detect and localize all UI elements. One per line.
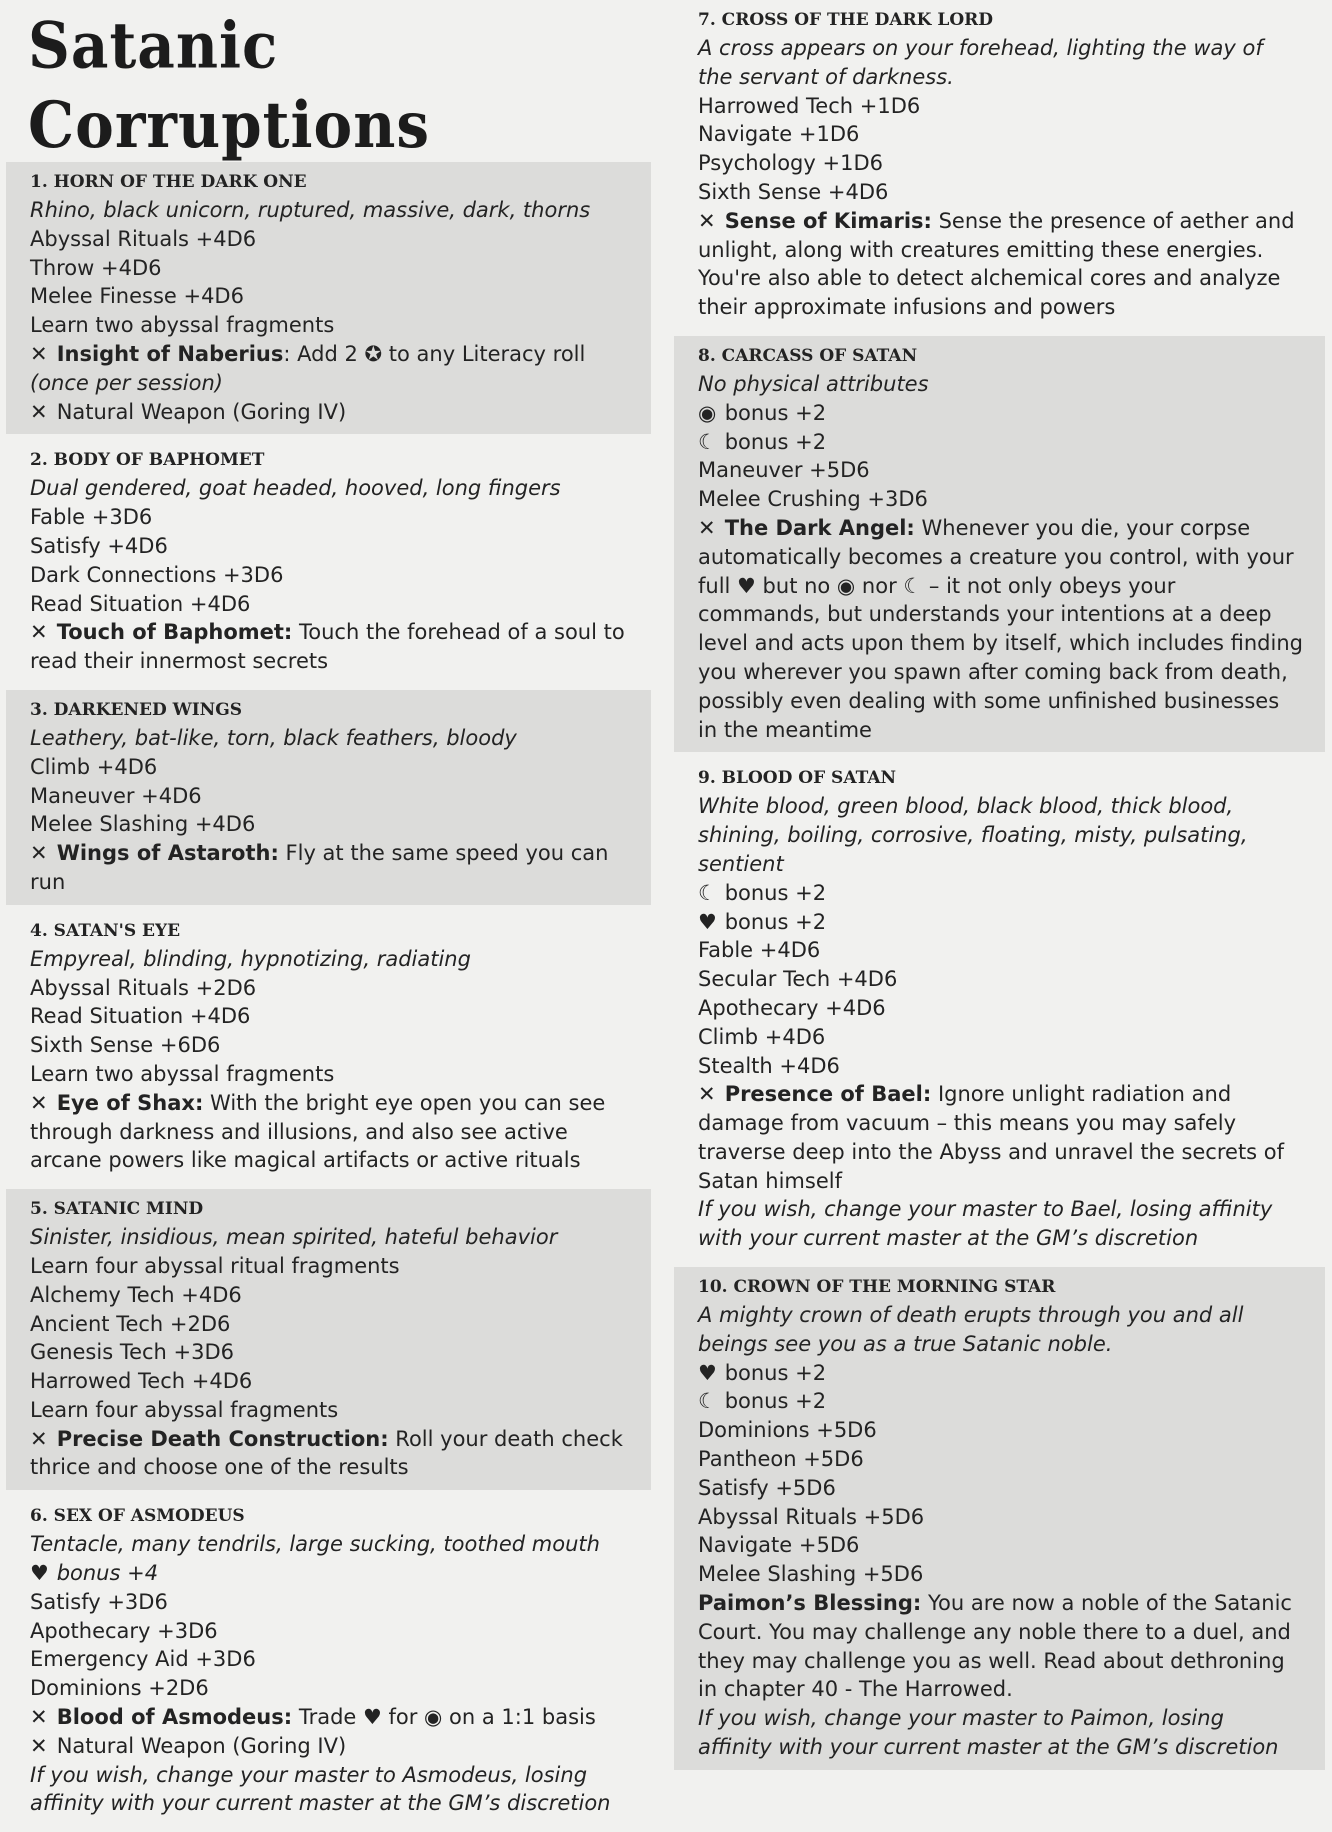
entry-text: Ancient Tech +2D6	[30, 1311, 231, 1336]
entry-line	[698, 92, 1303, 121]
entry-line	[698, 1503, 1303, 1532]
entry-line	[698, 1445, 1303, 1474]
corruption-section	[674, 758, 1325, 1261]
corruption-section	[674, 0, 1325, 330]
entry-line	[698, 994, 1303, 1023]
corruption-section	[6, 911, 651, 1183]
entry-line	[698, 149, 1303, 178]
entry-text: Learn two abyssal fragments	[30, 313, 335, 338]
entry-text: Learn four abyssal fragments	[30, 1397, 339, 1422]
eye-icon: ◉	[698, 400, 717, 425]
entry-text: Fable +4D6	[698, 938, 821, 963]
entry-line	[698, 1359, 1303, 1388]
entry-text: Psychology +1D6	[698, 151, 883, 176]
section-heading: 7. CROSS OF THE DARK LORD	[698, 10, 994, 30]
entry-text: Maneuver +5D6	[698, 458, 870, 483]
entry-line	[30, 1338, 629, 1367]
entry-line	[30, 753, 629, 782]
entry-text: Learn four abyssal ritual fragments	[30, 1253, 400, 1278]
crossed-swords-icon: ✕	[30, 841, 48, 866]
crossed-swords-icon: ✕	[698, 515, 716, 540]
entry-text: Navigate +5D6	[698, 1533, 860, 1558]
entry-text: Melee Finesse +4D6	[30, 284, 244, 309]
entry-text: Alchemy Tech +4D6	[30, 1282, 242, 1307]
entry-note: (once per session)	[30, 370, 223, 395]
entry-text: Read Situation +4D6	[30, 591, 251, 616]
entry-text: Touch the forehead of a soul to read their innermost secrets	[30, 620, 625, 674]
entry-line	[30, 340, 629, 398]
ability-name: Eye of Shax:	[56, 1090, 204, 1115]
entry-line	[30, 782, 629, 811]
right-column	[674, 0, 1325, 1776]
section-heading: 8. CARCASS OF SATAN	[698, 345, 918, 366]
page-title: Satanic Corruptions	[28, 8, 431, 163]
entry-text: Satisfy +3D6	[30, 1589, 168, 1614]
entry-line	[698, 428, 1303, 457]
entry-line	[30, 590, 629, 619]
corruption-section	[6, 440, 651, 684]
entry-text: Harrowed Tech +1D6	[698, 93, 921, 118]
entry-text: Navigate +1D6	[698, 122, 860, 147]
entry-text: White blood, green blood, black blood, thick blood, shining, boiling, corrosive, floating, misty, pulsating, sentient	[698, 794, 1248, 876]
entry-line	[698, 1195, 1303, 1253]
entry-text: Throw +4D6	[30, 255, 162, 280]
crossed-swords-icon: ✕	[698, 1082, 716, 1107]
entry-text: If you wish, change your master to Asmodeus, losing affinity with your current master at the GM’s discretion	[30, 1762, 611, 1816]
entry-text: Sinister, insidious, mean spirited, hateful behavior	[30, 1225, 558, 1250]
entry-text: Sixth Sense +6D6	[30, 1033, 221, 1058]
entry-text: Abyssal Rituals +5D6	[698, 1504, 925, 1529]
entry-line	[30, 1252, 629, 1281]
ability-name: Presence of Bael:	[724, 1082, 932, 1107]
entry-line	[30, 810, 629, 839]
entry-text: Dominions +5D6	[698, 1418, 877, 1443]
entry-text: Learn two abyssal fragments	[30, 1061, 335, 1086]
ability-name: Insight of Naberius	[56, 341, 284, 366]
entry-text: bonus +2	[724, 1360, 827, 1385]
section-heading: 1. HORN OF THE DARK ONE	[30, 172, 307, 192]
crossed-swords-icon: ✕	[698, 208, 716, 233]
entry-text: Abyssal Rituals +2D6	[30, 975, 257, 1000]
ability-name: The Dark Angel:	[724, 515, 915, 540]
entry-text: Melee Slashing +5D6	[698, 1562, 924, 1587]
section-heading: 4. SATAN'S EYE	[30, 920, 181, 941]
entry-text: Sixth Sense +4D6	[698, 179, 889, 204]
ability-name: Sense of Kimaris:	[724, 208, 932, 233]
entry-text: Natural Weapon (Goring IV)	[56, 1733, 347, 1758]
corruption-section	[6, 1189, 651, 1490]
entry-text: bonus +2	[724, 1389, 827, 1414]
ability-name: Precise Death Construction:	[56, 1426, 389, 1451]
entry-text: Climb +4D6	[698, 1024, 826, 1049]
entry-line	[30, 1367, 629, 1396]
entry-line	[698, 1474, 1303, 1503]
entry-text: Leathery, bat-like, torn, black feathers, bloody	[30, 725, 517, 750]
section-heading: 10. CROWN OF THE MORNING STAR	[698, 1277, 1056, 1298]
entry-line	[698, 879, 1303, 908]
right-sections	[674, 0, 1325, 1770]
entry-text: A mighty crown of death erupts through you and all beings see you as a true Satanic noble.	[698, 1303, 1244, 1356]
entry-line	[30, 945, 629, 974]
entry-text: Whenever you die, your corpse automatically becomes a creature you control, with your full ♥ but no ◉ nor ☾ – it not only obeys your commands, but understands your intentions at a deep level and acts upon them by itself, which includes finding you wherever you spawn after coming back from death, possibly even dealing with some unfinished businesses in the meantime	[698, 515, 1303, 742]
entry-line	[698, 34, 1303, 92]
moon-icon: ☾	[698, 429, 717, 454]
entry-line	[30, 1761, 629, 1819]
crossed-swords-icon: ✕	[30, 1705, 48, 1730]
moon-icon: ☾	[698, 1389, 717, 1414]
entry-text: Satisfy +5D6	[698, 1475, 836, 1500]
entry-line	[30, 1089, 629, 1175]
entry-line	[30, 1645, 629, 1674]
entry-line	[698, 178, 1303, 207]
entry-text: Secular Tech +4D6	[698, 967, 898, 992]
entry-text: Melee Crushing +3D6	[698, 487, 928, 512]
entry-line	[698, 792, 1303, 878]
entry-text: Rhino, black unicorn, ruptured, massive, dark, thorns	[30, 198, 591, 222]
entry-text: Stealth +4D6	[698, 1053, 840, 1078]
ability-name: Wings of Astaroth:	[56, 841, 279, 866]
entry-text: bonus +2	[724, 909, 827, 934]
entry-line	[698, 908, 1303, 937]
entry-text: bonus +2	[724, 880, 827, 905]
entry-text: Roll your death check thrice and choose one of the results	[30, 1426, 623, 1480]
entry-line	[698, 207, 1303, 322]
section-heading: 3. DARKENED WINGS	[30, 699, 242, 720]
moon-icon: ☾	[698, 880, 717, 905]
entry-line	[698, 1416, 1303, 1445]
entry-text: Read Situation +4D6	[30, 1004, 251, 1029]
entry-line	[30, 1703, 629, 1732]
crossed-swords-icon: ✕	[30, 620, 48, 645]
entry-line	[698, 1023, 1303, 1052]
entry-text: Emergency Aid +3D6	[30, 1647, 256, 1672]
entry-line	[698, 485, 1303, 514]
entry-text: Sense the presence of aether and unlight, along with creatures emitting these energies. You're also able to detect alchemical cores and analyze their approximate infusions and powers	[698, 208, 1295, 320]
corruption-section	[674, 336, 1325, 752]
crossed-swords-icon: ✕	[30, 341, 48, 366]
entry-line	[698, 1704, 1303, 1762]
entry-text: Apothecary +4D6	[698, 995, 886, 1020]
corruption-section	[6, 162, 651, 434]
entry-line	[30, 1530, 629, 1559]
entry-text: Tentacle, many tendrils, large sucking, toothed mouth	[30, 1532, 600, 1557]
entry-line	[30, 974, 629, 1003]
entry-text: Apothecary +3D6	[30, 1618, 218, 1643]
entry-text: Climb +4D6	[30, 754, 158, 779]
entry-line	[698, 1301, 1303, 1359]
heart-icon: ♥	[698, 909, 717, 934]
entry-line	[30, 1396, 629, 1425]
entry-line	[30, 724, 629, 753]
entry-line	[698, 120, 1303, 149]
entry-text: bonus +2	[724, 400, 827, 425]
crossed-swords-icon: ✕	[30, 1426, 48, 1451]
entry-text: No physical attributes	[698, 371, 929, 396]
entry-line	[698, 936, 1303, 965]
entry-line	[30, 1281, 629, 1310]
ability-name: Touch of Baphomet:	[56, 620, 293, 645]
entry-text: You are now a noble of the Satanic Court. You may challenge any noble there to a duel, and they may challenge you as well. Read about dethroning in chapter 40 - The Harrowed.	[698, 1591, 1292, 1702]
entry-line	[698, 514, 1303, 744]
entry-text: Empyreal, blinding, hypnotizing, radiating	[30, 946, 471, 971]
entry-text: : Add 2 ✪ to any Literacy roll	[283, 341, 586, 366]
entry-line	[698, 1080, 1303, 1195]
entry-line	[30, 474, 629, 503]
entry-text: bonus +2	[724, 429, 827, 454]
entry-line	[30, 1732, 629, 1761]
entry-line	[698, 1531, 1303, 1560]
entry-text: Pantheon +5D6	[698, 1447, 864, 1472]
entry-text: Maneuver +4D6	[30, 783, 202, 808]
entry-line	[30, 1223, 629, 1252]
entry-text: Abyssal Rituals +4D6	[30, 226, 257, 251]
entry-line	[30, 618, 629, 676]
entry-line	[698, 399, 1303, 428]
entry-text: Genesis Tech +3D6	[30, 1340, 235, 1365]
section-heading: 5. SATANIC MIND	[30, 1199, 204, 1220]
entry-line	[30, 225, 629, 254]
entry-line	[30, 398, 629, 427]
entry-text: Harrowed Tech +4D6	[30, 1369, 253, 1394]
entry-line	[698, 1387, 1303, 1416]
corruption-section	[6, 690, 651, 905]
entry-line	[30, 1588, 629, 1617]
entry-line	[30, 1060, 629, 1089]
corruption-section	[6, 1496, 651, 1826]
entry-line	[698, 965, 1303, 994]
entry-text: If you wish, change your master to Bael, losing affinity with your current master at the GM’s discretion	[698, 1197, 1273, 1251]
heart-icon: ♥	[698, 1360, 717, 1385]
crossed-swords-icon: ✕	[30, 399, 48, 424]
entry-text: Dominions +2D6	[30, 1676, 209, 1701]
entry-line	[30, 1617, 629, 1646]
crossed-swords-icon: ✕	[30, 1733, 48, 1758]
entry-line	[30, 839, 629, 897]
ability-name: Paimon’s Blessing:	[698, 1591, 922, 1616]
section-heading: 2. BODY OF BAPHOMET	[30, 450, 265, 471]
crossed-swords-icon: ✕	[30, 1090, 48, 1115]
entry-text: Ignore unlight radiation and damage from vacuum – this means you may safely traverse deep into the Abyss and unravel the secrets of Satan himself	[698, 1082, 1285, 1193]
entry-text: Dark Connections +3D6	[30, 562, 284, 587]
entry-line	[30, 282, 629, 311]
entry-line	[30, 561, 629, 590]
corruption-section	[674, 1267, 1325, 1770]
entry-line	[30, 1559, 629, 1588]
entry-line	[30, 532, 629, 561]
entry-line	[698, 456, 1303, 485]
entry-text: bonus +4	[56, 1561, 159, 1586]
entry-text: Dual gendered, goat headed, hooved, long fingers	[30, 476, 561, 501]
entry-line	[698, 370, 1303, 399]
entry-text: Melee Slashing +4D6	[30, 812, 256, 837]
entry-line	[30, 196, 629, 225]
entry-text: Trade ♥ for ◉ on a 1:1 basis	[292, 1705, 596, 1730]
entry-line	[30, 1031, 629, 1060]
entry-line	[698, 1589, 1303, 1704]
entry-line	[30, 1002, 629, 1031]
entry-text: Natural Weapon (Goring IV)	[56, 399, 347, 424]
entry-line	[30, 503, 629, 532]
entry-line	[30, 254, 629, 283]
entry-line	[698, 1052, 1303, 1081]
entry-line	[30, 1310, 629, 1339]
left-sections	[6, 162, 651, 1826]
entry-text: A cross appears on your forehead, lighting the way of the servant of darkness.	[698, 36, 1263, 89]
entry-text: With the bright eye open you can see through darkness and illusions, and also see active arcane powers like magical artifacts or active rituals	[30, 1090, 606, 1173]
left-column	[6, 0, 651, 1832]
entry-text: Fable +3D6	[30, 505, 153, 530]
entry-text: Fly at the same speed you can run	[30, 841, 609, 894]
section-heading: 6. SEX OF ASMODEUS	[30, 1506, 245, 1527]
entry-line	[30, 1425, 629, 1483]
heart-icon: ♥	[30, 1561, 49, 1586]
entry-line	[30, 311, 629, 340]
entry-text: If you wish, change your master to Paimon, losing affinity with your current master at the GM’s discretion	[698, 1706, 1279, 1760]
ability-name: Blood of Asmodeus:	[56, 1705, 293, 1730]
section-heading: 9. BLOOD OF SATAN	[698, 768, 897, 789]
entry-text: Satisfy +4D6	[30, 533, 168, 558]
entry-line	[698, 1560, 1303, 1589]
